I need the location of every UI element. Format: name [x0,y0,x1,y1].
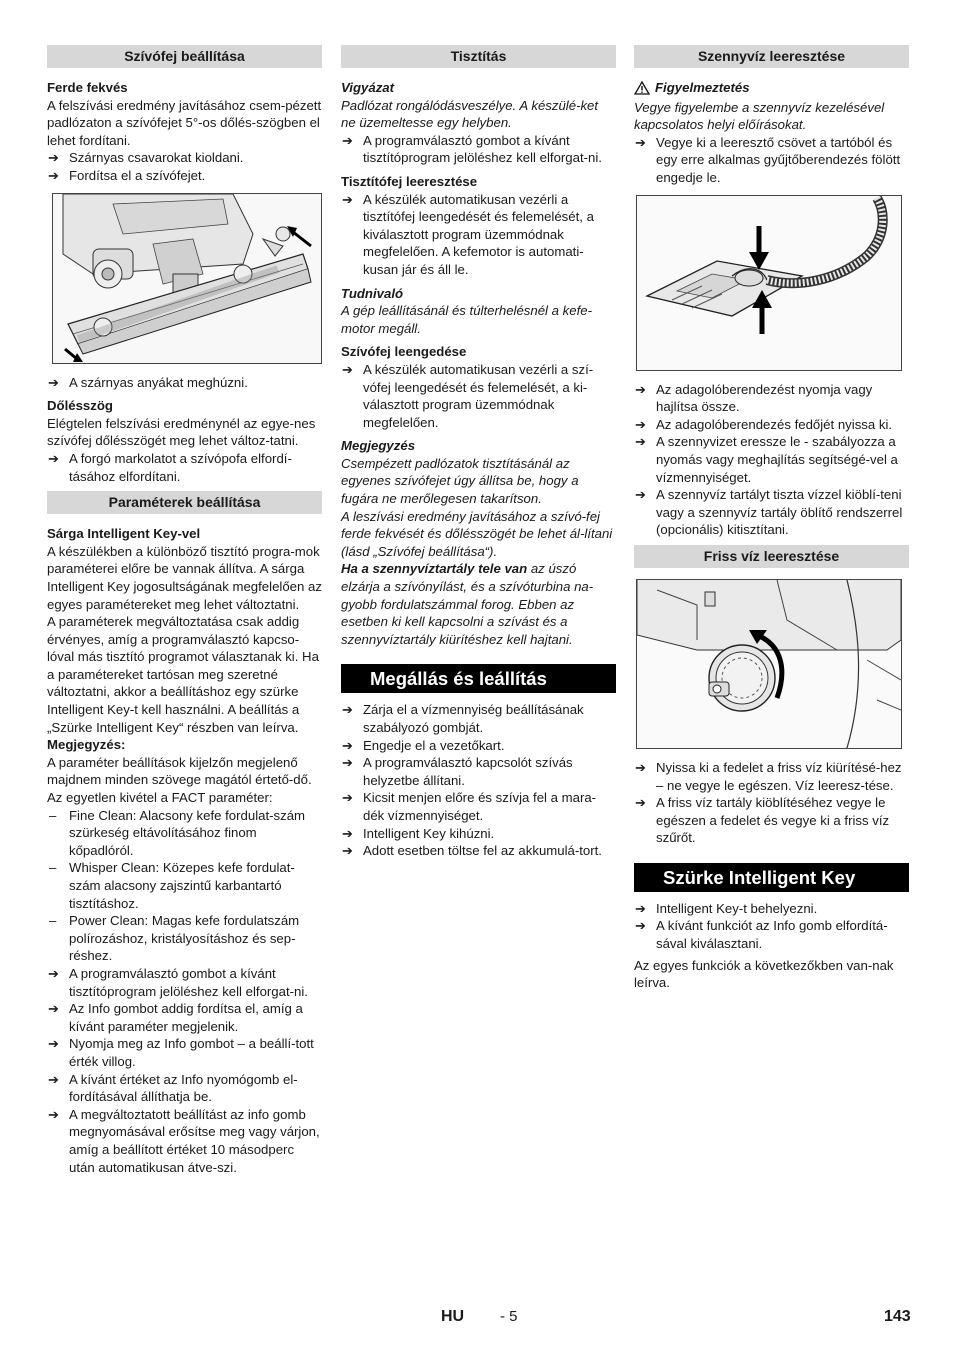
note-text: Csempézett padlózatok tisztításánál az egyenes szívófejet úgy állítsa be, hogy a fugára ne merőlegesen takarítson. [341,455,579,507]
instruction-step: ➔ Intelligent Key-t behelyezni. [635,900,818,916]
caution-heading: Vigyázat [341,80,395,95]
arrow-icon: ➔ [48,374,60,390]
arrow-icon: ➔ [342,361,354,377]
arrow-icon: ➔ [342,790,354,806]
instruction-step: ➔ Az Info gombot addig fordítsa el, amíg a kívánt paraméter megjelenik. [48,1001,303,1034]
arrow-icon: ➔ [635,134,647,150]
instruction-step: ➔ Engedje el a vezetőkart. [342,737,505,753]
fresh-water-drain-figure [636,579,902,749]
instruction-step: ➔ Adott esetben töltse fel az akkumulá-tort. [342,843,602,859]
paragraph: A készülékben a különböző tisztító progra-mok paraméterei előre be vannak állítva. A sárga Intelligent Key jogosultságának megfelelően az egyes paramétereket meg lehet változtatni. [47,543,322,612]
arrow-icon: ➔ [48,167,60,183]
subheading: Sárga Intelligent Key-vel [47,526,201,542]
note-heading: Megjegyzés [341,438,416,454]
instruction-step: ➔ Az adagolóberendezés fedőjét nyissa ki. [635,416,893,432]
instruction-step: ➔ A friss víz tartály kiöblítéséhez vegye le egészen a fedelet és vegye ki a friss víz szűrőt. [635,795,890,846]
arrow-icon: ➔ [48,1071,60,1087]
section-header: Paraméterek beállítása [47,491,322,514]
arrow-icon: ➔ [635,759,647,775]
arrow-icon: ➔ [342,755,354,771]
section-header: Szívófej beállítása [47,45,322,68]
arrow-icon: ➔ [635,900,647,916]
arrow-icon: ➔ [635,434,647,450]
arrow-icon: ➔ [48,965,60,981]
arrow-icon: ➔ [342,737,354,753]
subheading: Megjegyzés: [47,737,126,753]
instruction-step: ➔ Szárnyas csavarokat kioldani. [48,150,244,166]
arrow-icon: ➔ [635,381,647,397]
instruction-step: ➔ A kívánt értéket az Info nyomógomb el-fordításával állíthatja be. [48,1071,298,1105]
instruction-step: ➔ Zárja el a vízmennyiség beállításának szabályozó gombját. [342,702,584,735]
warning-text: Vegye figyelembe a szennyvíz kezelésével kapcsolatos helyi előírásokat. [634,99,885,133]
arrow-icon: ➔ [635,918,647,934]
caution-text: Padlózat rongálódásveszélye. A készülé-ket ne üzemeltesse egy helyben. [341,97,599,131]
arrow-icon: ➔ [48,1036,60,1052]
instruction-step: ➔ A programválasztó gombot a kívánt tisztítóprogram jelöléshez kell elforgat-ni. [48,965,308,999]
local-page-number: - 5 [500,1308,518,1325]
chapter-header: Megállás és leállítás [341,664,616,693]
note-heading: Tudnivaló [341,285,404,301]
subheading: Tisztítófej leeresztése [341,173,478,189]
section-header: Tisztítás [341,45,616,68]
instruction-step: ➔ Nyomja meg az Info gombot – a beállí-tott érték villog. [48,1036,314,1069]
instruction-step: ➔ Intelligent Key kihúzni. [342,825,495,841]
instruction-step: ➔ A megváltoztatott beállítást az info gomb megnyomásával erősítse meg vagy várjon, amíg a beállított értéket 10 másodperc után automatikusan átve-szi. [48,1106,320,1175]
instruction-step: ➔ A szennyvíz tartályt tiszta vízzel kiöblí-teni vagy a szennyvíz tartály öblítő rendszerrel (opcionális) kitisztítani. [635,487,903,538]
arrow-icon: ➔ [48,150,60,166]
paragraph: A paraméterek megváltoztatása csak addig érvényes, amíg a programválasztó kapcso-lóval más tisztító programot választanak ki. Ha a paramétereket tartósan meg szeretné változtatni, akkor a beállításhoz egy szürke Intelligent Key-t kell használni. A beállítás a „Szürke Intelligent Key“ részben van leírva. [47,614,319,735]
instruction-step: ➔ A szárnyas anyákat meghúzni. [48,374,248,390]
instruction-step: ➔ A készülék automatikusan vezérli a tisztítófej leengedését és felemelését, a kiválasztott program üzemmódnak megfelelően. A kefemotor is automati-kusan jár és áll le. [342,191,594,277]
language-code: HU [441,1308,465,1325]
paragraph: Elégtelen felszívási eredménynél az egye-nes szívófej dőlésszögét meg lehet változ-tatni. [47,415,316,449]
arrow-icon: ➔ [342,702,354,718]
arrow-icon: ➔ [48,1106,60,1122]
drain-hose-figure [636,195,902,371]
arrow-icon: ➔ [48,450,60,466]
column-2 [341,45,616,860]
arrow-icon: ➔ [635,487,647,503]
arrow-icon: ➔ [48,1001,60,1017]
dash-item: – Power Clean: Magas kefe fordulatszám polírozáshoz, kristályosításhoz és sep-réshez. [49,913,300,964]
column-3 [634,45,909,992]
note-text: A gép leállításánál és túlterhelésnél a kefe-motor megáll. [341,303,592,336]
instruction-step: ➔ A kívánt funkciót az Info gomb elfordítá-sával kiválasztani. [635,918,888,952]
column-1 [47,45,322,1176]
dash-marker: – [49,860,57,876]
instruction-step: ➔ A forgó markolatot a szívópofa elfordí-tásához elfordítani. [48,450,292,484]
dash-marker: – [49,807,57,823]
instruction-step: ➔ Kicsit menjen előre és szívja fel a mara-dék vízmennyiséget. [342,790,597,823]
instruction-step: ➔ A programválasztó kapcsolót szívás helyzetbe állítani. [342,755,573,788]
note-text: A leszívási eredmény javításához a szívó-fej ferde fekvését és dőlésszögét be lehet ál-lítani (lásd „Szívófej beállítása“). [341,508,613,559]
chapter-header: Szürke Intelligent Key [634,863,909,892]
dash-marker: – [49,913,57,929]
instruction-step: ➔ Nyissa ki a fedelet a friss víz kiürítésé-hez – ne vegye le egészen. Víz leeresz-tése. [635,759,902,793]
dash-item: – Fine Clean: Alacsony kefe fordulat-szám szürkeség eltávolításához finom kőpadlóról. [49,807,306,858]
subheading: Dőlésszög [47,398,113,414]
arrow-icon: ➔ [635,416,647,432]
warning-triangle-icon [634,81,650,95]
suction-head-figure [52,193,322,364]
dash-item: – Whisper Clean: Közepes kefe fordulat-szám alacsony zajszintű karbantartó tisztításhoz. [49,860,295,911]
note-text: Ha a szennyvíztartály tele van az úszó elzárja a szívónyílást, és a szívóturbina na-gyobb fordulatszámmal forog. Ebben az esetben ki kell kapcsolni a szívást és a szennyvíztartály kiürítéshez kell hajtani. [341,561,594,647]
arrow-icon: ➔ [342,843,354,859]
paragraph: A felszívási eredmény javításához csem-pézett padlózaton a szívófejet 5°-os dőlés-szögben el lehet fordítani. [47,97,322,148]
arrow-icon: ➔ [342,191,354,207]
instruction-step: ➔ Vegye ki a leeresztő csövet a tartóból és egy erre alkalmas gyűjtőberendezés fölött engedje le. [635,134,901,185]
instruction-step: ➔ A szennyvizet eressze le - szabályozza a nyomás vagy meghajlítás segítségé-vel a vízmennyiséget. [635,434,898,485]
arrow-icon: ➔ [635,795,647,811]
paragraph: A paraméter beállítások kijelzőn megjelenő majdnem minden szövege magától értető-dő. Az egyetlen kivétel a FACT paraméter: [47,754,312,806]
section-header: Friss víz leeresztése [634,545,909,568]
instruction-step: ➔ Fordítsa el a szívófejet. [48,167,206,183]
section-header: Szennyvíz leeresztése [634,45,909,68]
paragraph: Az egyes funkciók a következőkben van-nak leírva. [634,957,894,991]
instruction-step: ➔ Az adagolóberendezést nyomja vagy hajlítsa össze. [635,381,873,415]
arrow-icon: ➔ [342,825,354,841]
warning-heading: Figyelmeztetés [634,79,909,97]
instruction-step: ➔ A készülék automatikusan vezérli a szí-vófej leengedését és felemelését, a ki-választott program üzemmódnak megfelelően. [342,361,594,430]
subheading: Szívófej leengedése [341,344,467,360]
subheading: Ferde fekvés [47,80,128,95]
arrow-icon: ➔ [342,132,354,148]
page-number: 143 [884,1308,911,1325]
instruction-step: ➔ A programválasztó gombot a kívánt tisztítóprogram jelöléshez kell elforgat-ni. [342,132,602,166]
